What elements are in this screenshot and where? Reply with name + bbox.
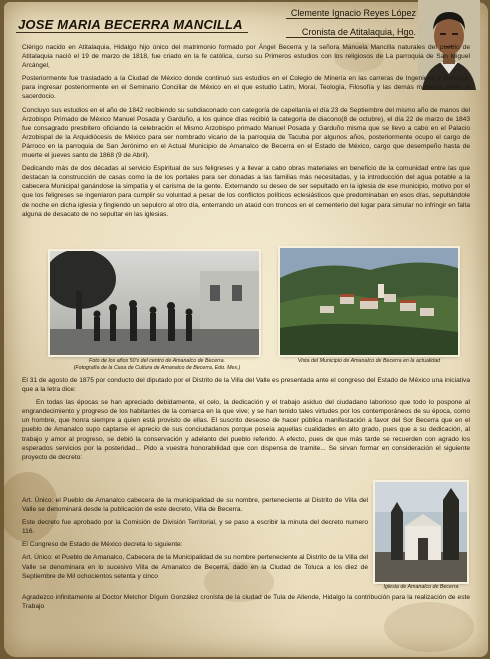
acknowledgement: Agradezco infinitamente al Doctor Melchor Díguin González cronista de la ciudad de Tula de Allende, Hidalgo la contribución para la realización de este Trabajo (22, 594, 470, 611)
decree-text (22, 376, 470, 466)
intro-paragraph: Posteriormente fue trasladado a la Ciudad de México donde continuó sus estudios en el Colegio de Minería en las carreras de Ingeniería y Derecho, para ingresar posteriormente en el Seminario Conciliar de México en el que estudio Latín, Moral, Teología, Filosofía y las demás materias afines al sacerdocio. (22, 75, 470, 101)
photo-caption-modern (272, 358, 466, 365)
caption-line: Vista del Municipio de Amanalco de Becerra en la actualidad (297, 358, 441, 364)
author-name: Clemente Ignacio Reyes López (290, 8, 416, 18)
article-first: Art. Único: el Pueblo de Amanalco cabecera de la municipalidad de su nombre, perteneciente al Distrito de Villa del Valle se denominará desde la publicación de este decreto, Villa de Becerra. (22, 497, 368, 514)
photo-caption-old (46, 358, 268, 372)
approval-note: Este decreto fue aprobado por la Comisión de División Territorial, y se paso a escribir la minuta del decreto numero 116. (22, 519, 368, 536)
title-underline (16, 32, 248, 33)
article-second: Art. Único: el Pueblo de Amanalco, Cabecera de la Municipalidad de su nombre perteneciente al Distrito de la Villa del Valle se denominara en lo sucesivo Villa de Amanalco de Becerra, dado en la Ciudad de Toluca a los diez de Septiembre de Mil ochocientos setenta y cinco (22, 554, 368, 580)
decree-quote: En todas las épocas se han apreciado debidamente, el celo, la dedicación y el trabajo asiduo del ciudadano laborioso que todo lo pospone al engrandecimiento y progreso de los habitantes de la comarca en la que vive; y se han tenido tales virtudes por los contemporáneos de su época, como un hombre, que honra siempre a quien está provisto de ellas. El suscrito deseoso de hacer pública manifestación a favor del Sor Becerra que en el pueblo de Amanalco supo captarse el aprecio de sus conciudadanos porque poseía aquellas cualidades en alto grado, pues que a su dedicación, al trabajo y amor al progreso, se debió la conservación y adelanto del pueblo referido. A efecto, pues de que más tarde se recuerden con agrado los esperados servicios por la posteridad... Pido a vuestra honorabilidad que con dispensa de tramite... Se sirvan formar en consideración el siguiente proyecto de decreto: (22, 399, 470, 461)
modern-view-image (280, 248, 458, 355)
old-town-image (50, 251, 259, 355)
article-title: JOSE MARIA BECERRA MANCILLA (18, 17, 243, 32)
author-role: Cronista de Atitalaquia, Hgo. (301, 27, 416, 37)
caption-line: (Fotografía de la Casa de Cultura de Amanalco de Becerra, Edo. Mex.) (73, 365, 241, 371)
intro-paragraph: Concluyo sus estudios en el año de 1842 recibiendo su subdiaconado con categoría de capellanía el día 23 de Septiembre del mismo año de manos del Arzobispo Primado de México Manuel Posada y Garduño, a los quince días recibió la categoría de diacono(8 de octubre), el día 22 de marzo de 1843 fue consagrado presbítero oficiando la celebración el Mismo Arzobispo primado Manuel Posada y Garduño misma que se llevo a cabo en el Palacio Arzobispal de la Arquidiócesis de México para ser nombrado vicario de la parroquia de Tacuba por algunos años, posteriormente ocupo el cargo de Párroco en la parroquia de San Jerónimo en el Actual Municipio de Amanalco de Becerra en el Estado de México, cargo que desempeño hasta de muerte el jueves santo de 1868 (9 de Abril). (22, 106, 470, 160)
author-underline (286, 18, 414, 19)
photo-caption-church (372, 584, 470, 591)
photo-modern-view (280, 248, 458, 355)
intro-paragraph: Dedicando más de dos décadas al servicio Espiritual de sus feligreses y a llevar a cabo obras materiales en beneficio de la comunidad entre las que destacan la construcción de casas como la de los portales para ser donadas a las familias más necesitadas, y la introducción del agua potable a la cabecera Municipal ganándose la simpatía y el carisma de la gente. Externando su deseo de ser sepultado en la iglesia de ese municipio, motivo por el que los feligreses se ingeniaron para cumplir su voluntad a pesar de los conflictos políticos eclesiásticos que predominaban en esos días, sepultándole de noche en dicha iglesia y fingiendo un sepulcro al otro día, enterrando un ataúd con troncos en el cementerio del lugar para simular no infringir en falta alguna de desacato de no sepultar en las iglesias. (22, 165, 470, 218)
photo-church (375, 482, 467, 582)
author-underline (286, 37, 414, 38)
intro-paragraph: Clérigo nacido en Atitalaquia, Hidalgo hijo único del matrimonio formado por Ángel Becerra y la señora Manuela Mancilla naturales del pueblo de Atitalaquia nació el 19 de marzo de 1818, fue criado en la fe católica, curso su Primeros estudios con los religiosos de La parroquia de San Miguel Arcángel, (22, 44, 470, 70)
articles-text (22, 496, 368, 585)
photo-old-town-center (50, 251, 259, 355)
decree-intro: El 31 de agosto de 1875 por conducto del diputado por el Distrito de la Villa del Valle es presentada ante el congreso del Estado de México una iniciativa que a la letra dice: (22, 377, 470, 394)
church-image (375, 482, 467, 582)
thanks-text (22, 593, 470, 615)
congress-decree: El Congreso de Estado de México decreta lo siguiente: (22, 541, 183, 549)
caption-line: Iglesia de Amanalco de Becerra (383, 584, 459, 590)
intro-text (22, 43, 470, 223)
caption-line: Foto de los años 50's del centro de Amanalco de Becerra. (89, 358, 225, 364)
